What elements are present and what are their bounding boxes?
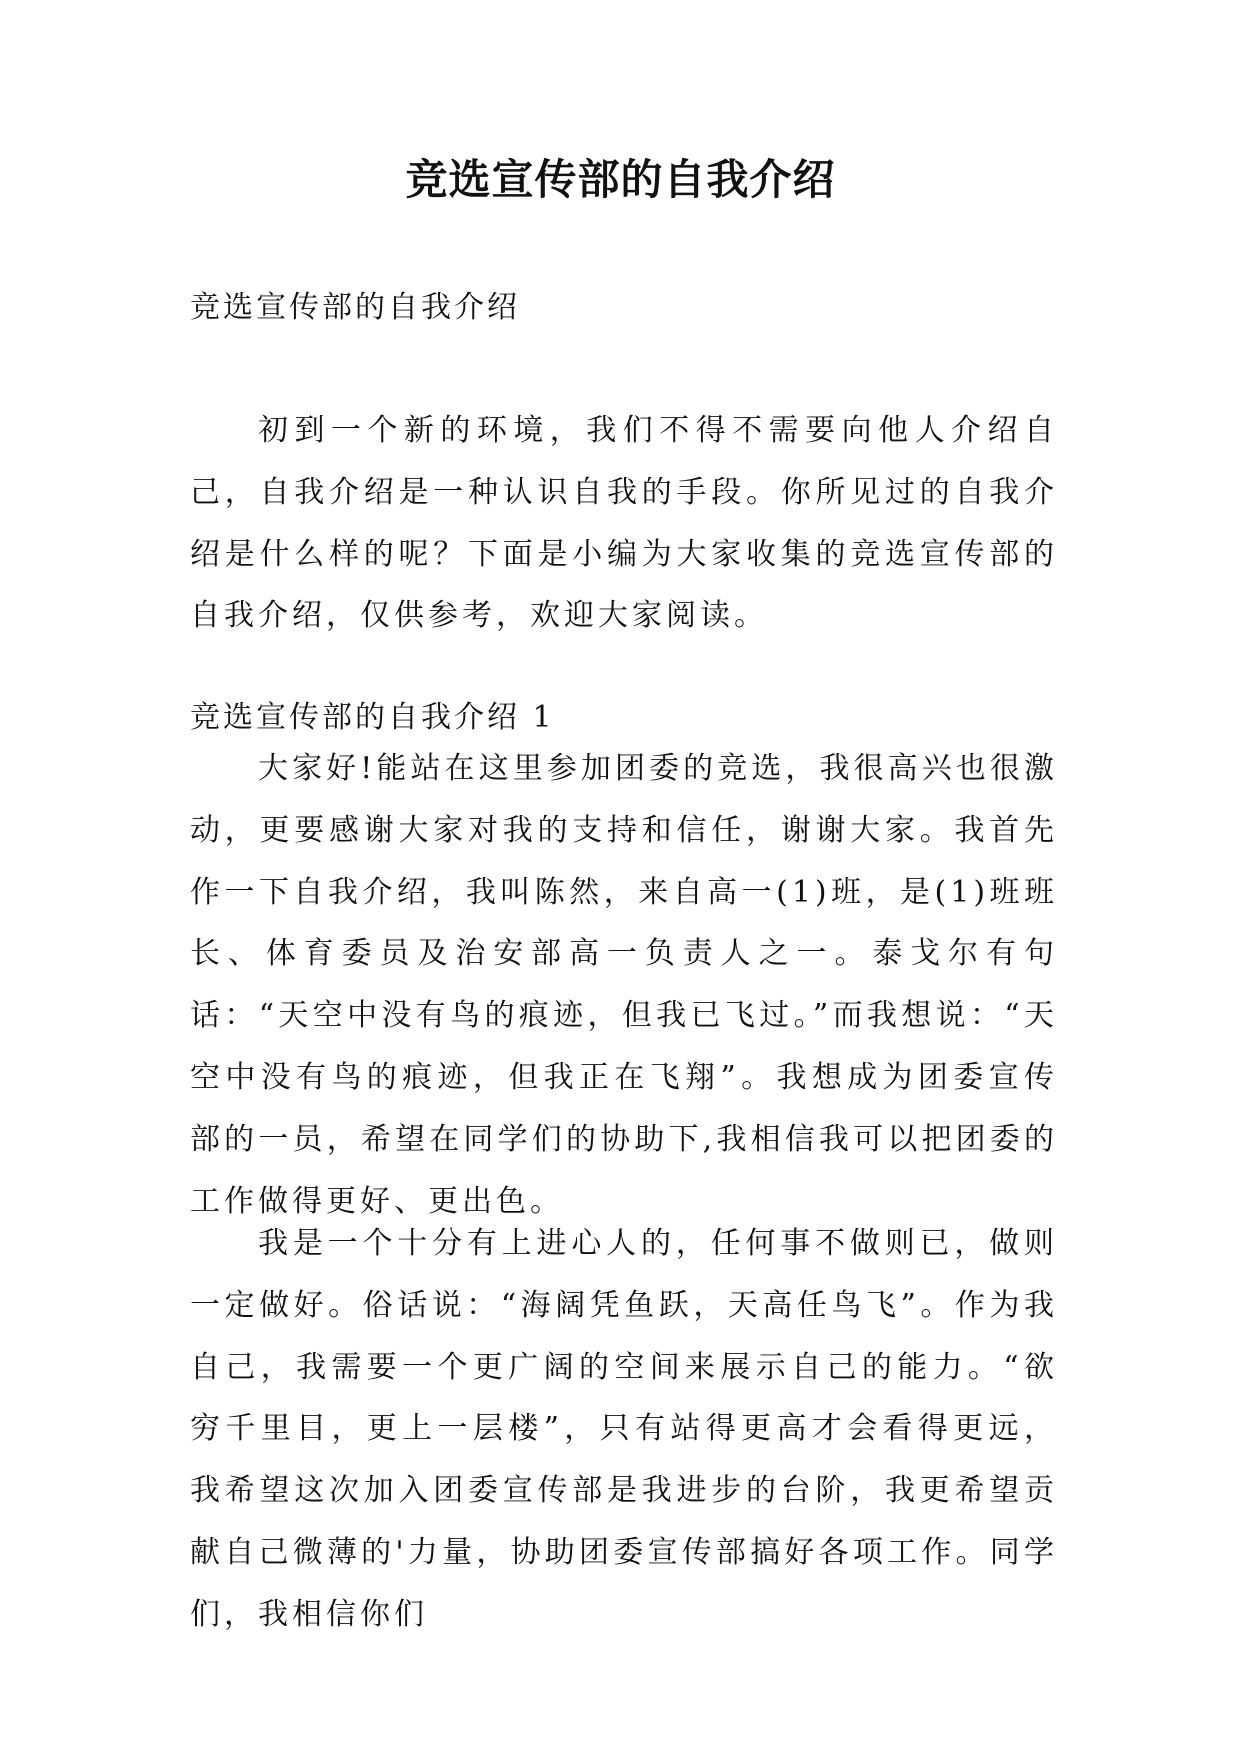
body-paragraph-2: 我是一个十分有上进心人的，任何事不做则已，做则一定做好。俗话说：“海阔凭鱼跃，天高任鸟飞”。作为我自己，我需要一个更广阔的空间来展示自己的能力。“欲穷千里目，更上一层楼”，只有站得更高才会看得更远，我希望这次加入团委宣传部是我进步的台阶，我更希望贡献自己微薄的'力量，协助团委宣传部搞好各项工作。同学们，我相信你们	[190, 1226, 1058, 1632]
section-heading: 竞选宣传部的自我介绍 1	[190, 700, 555, 735]
body-paragraph-1: 大家好!能站在这里参加团委的竞选，我很高兴也很激动，更要感谢大家对我的支持和信任，谢谢大家。我首先作一下自我介绍，我叫陈然，来自高一(1)班，是(1)班班长、体育委员及治安部高一负责人之一。泰戈尔有句话：“天空中没有鸟的痕迹，但我已飞过。”而我想说：“天空中没有鸟的痕迹，但我正在飞翔”。我想成为团委宣传部的一员，希望在同学们的协助下,我相信我可以把团委的工作做得更好、更出色。	[190, 751, 1058, 1219]
intro-paragraph: 初到一个新的环境，我们不得不需要向他人介绍自己，自我介绍是一种认识自我的手段。你所见过的自我介绍是什么样的呢？下面是小编为大家收集的竞选宣传部的自我介绍，仅供参考，欢迎大家阅读。	[190, 413, 1058, 634]
document-subtitle: 竞选宣传部的自我介绍	[190, 290, 520, 325]
document-title: 竞选宣传部的自我介绍	[405, 155, 836, 204]
